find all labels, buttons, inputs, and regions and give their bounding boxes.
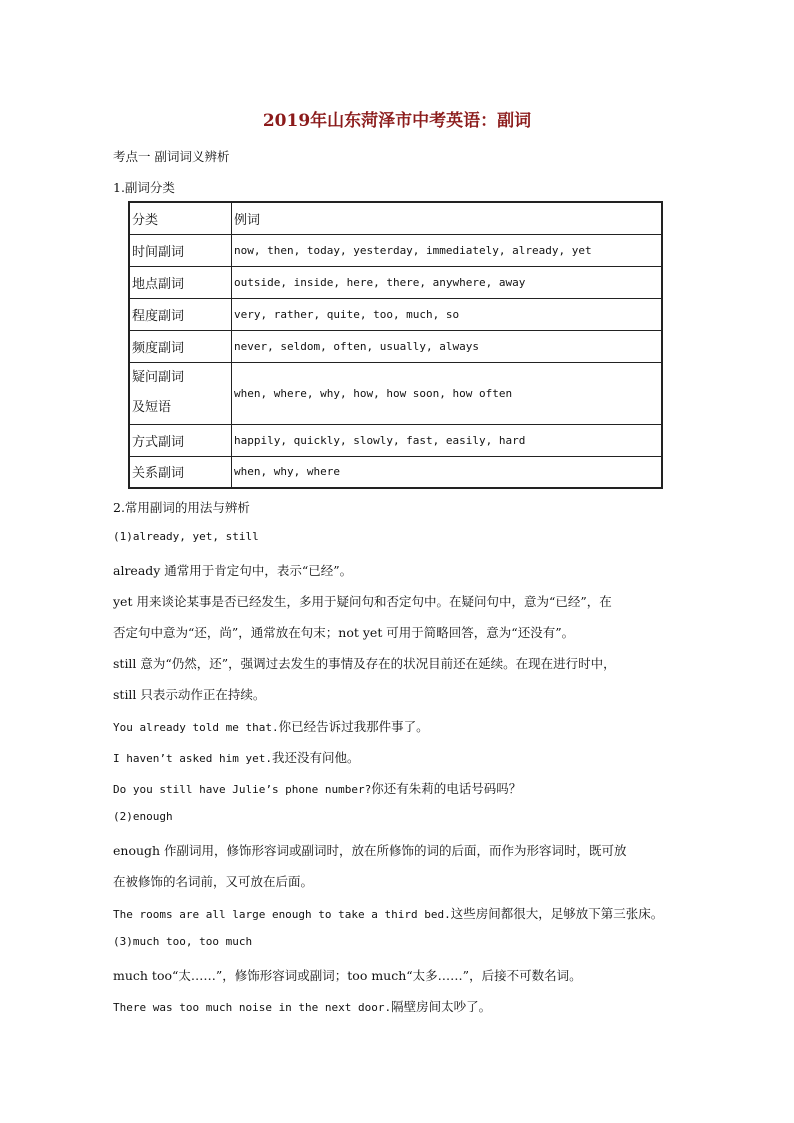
paragraph-line: much too“太……”，修饰形容词或副词；too much“太多……”，后接不可数名词。 bbox=[113, 968, 582, 983]
table-header-row bbox=[129, 202, 662, 234]
example-english: The rooms are all large enough to take a third bed. bbox=[113, 908, 451, 921]
row-examples: never, seldom, often, usually, always bbox=[232, 330, 663, 362]
header-examples: 例词 bbox=[232, 202, 663, 234]
row-examples: happily, quickly, slowly, fast, easily, hard bbox=[232, 424, 663, 456]
row-category: 地点副词 bbox=[129, 266, 232, 298]
paragraph-line: yet 用来谈论某事是否已经发生，多用于疑问句和否定句中。在疑问句中，意为“已经”，在 bbox=[113, 594, 612, 609]
paragraph-line: enough 作副词用，修饰形容词或副词时，放在所修饰的词的后面，而作为形容词时，既可放 bbox=[113, 843, 627, 858]
row-examples: outside, inside, here, there, anywhere, away bbox=[232, 266, 663, 298]
paragraph-line: 在被修饰的名词前，又可放在后面。 bbox=[113, 874, 314, 889]
paragraph-line: 否定句中意为“还，尚”，通常放在句末；not yet 可用于简略回答，意为“还没有”。 bbox=[113, 625, 575, 640]
example-english: You already told me that. bbox=[113, 721, 279, 734]
row-category: 程度副词 bbox=[129, 298, 232, 330]
header-category: 分类 bbox=[129, 202, 232, 234]
row-category: 时间副词 bbox=[129, 234, 232, 266]
point-heading: (3)much too, too much bbox=[113, 935, 253, 948]
paragraph-line: still 只表示动作正在持续。 bbox=[113, 687, 266, 702]
example-english: I haven’t asked him yet. bbox=[113, 752, 272, 765]
row-category: 方式副词 bbox=[129, 424, 232, 456]
row-examples: very, rather, quite, too, much, so bbox=[232, 298, 663, 330]
example-sentence bbox=[113, 717, 429, 735]
paragraph-line: already 通常用于肯定句中，表示“已经”。 bbox=[113, 563, 353, 578]
row-examples: when, why, where bbox=[232, 456, 663, 488]
row-category-line2: 及短语 bbox=[132, 400, 172, 415]
example-chinese: 隔壁房间太吵了。 bbox=[391, 999, 492, 1014]
example-sentence bbox=[113, 779, 521, 797]
point-heading: (1)already, yet, still bbox=[113, 530, 259, 543]
table-row bbox=[129, 456, 662, 488]
example-chinese: 你还有朱莉的电话号码吗？ bbox=[371, 781, 522, 796]
row-category: 频度副词 bbox=[129, 330, 232, 362]
subsection-heading: 2.常用副词的用法与辨析 bbox=[113, 500, 250, 515]
row-category: 关系副词 bbox=[129, 456, 232, 488]
row-examples: when, where, why, how, how soon, how often bbox=[232, 362, 663, 424]
example-english: There was too much noise in the next door. bbox=[113, 1001, 392, 1014]
table-row bbox=[129, 424, 662, 456]
example-sentence bbox=[113, 904, 663, 922]
example-chinese: 这些房间都很大，足够放下第三张床。 bbox=[450, 906, 664, 921]
example-english: Do you still have Julie’s phone number? bbox=[113, 783, 372, 796]
example-sentence bbox=[113, 748, 359, 766]
subsection-heading: 1.副词分类 bbox=[113, 180, 175, 195]
row-category bbox=[129, 362, 232, 424]
table-row bbox=[129, 234, 662, 266]
example-chinese: 你已经告诉过我那件事了。 bbox=[278, 719, 429, 734]
adverb-table bbox=[128, 201, 663, 489]
table-row bbox=[129, 330, 662, 362]
point-heading: (2)enough bbox=[113, 810, 173, 823]
table-row bbox=[129, 362, 662, 424]
section-heading: 考点一 副词词义辨析 bbox=[113, 149, 230, 164]
example-chinese: 我还没有问他。 bbox=[271, 750, 360, 765]
example-sentence bbox=[113, 997, 491, 1015]
table-row bbox=[129, 266, 662, 298]
row-category-line1: 疑问副词 bbox=[132, 370, 185, 385]
paragraph-line: still 意为“仍然，还”，强调过去发生的事情及存在的状况目前还在延续。在现在进行时中， bbox=[113, 656, 616, 671]
row-examples: now, then, today, yesterday, immediately, already, yet bbox=[232, 234, 663, 266]
table-row bbox=[129, 298, 662, 330]
page-title: 2019年山东菏泽市中考英语：副词 bbox=[262, 111, 532, 131]
